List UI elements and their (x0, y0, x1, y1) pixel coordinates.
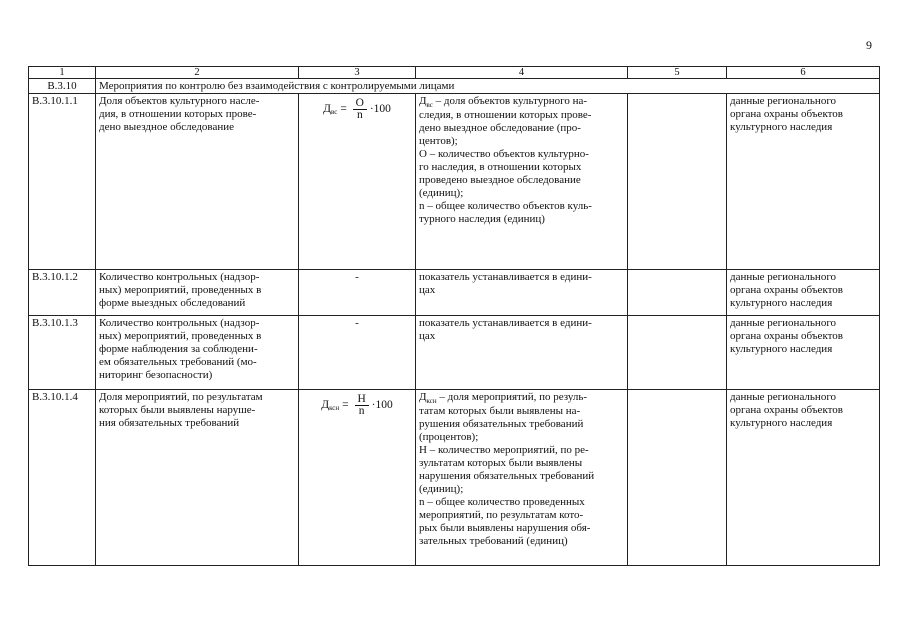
desc-line (419, 95, 624, 109)
row-code: В.3.10.1.3 (29, 316, 96, 390)
source-line: данные регионального (730, 95, 837, 107)
desc-line: рушения обязательных требований (419, 418, 584, 430)
table-row (29, 390, 880, 566)
formula (321, 394, 393, 417)
source-line: культурного наследия (730, 343, 833, 355)
desc-line: (единиц); (419, 483, 464, 495)
indicator-table (28, 66, 880, 566)
formula-fraction (355, 394, 369, 417)
desc-line: турного наследия (единиц) (419, 213, 545, 225)
formula (323, 98, 391, 121)
indicator-description (416, 390, 628, 566)
section-title: Мероприятия по контролю без взаимодействия с контролируемыми лицами (96, 79, 880, 94)
desc-line: следия, в отношении которых прове- (419, 109, 592, 121)
name-line: ных) мероприятий, проведенных в (99, 330, 262, 342)
formula-lhs: Д (323, 103, 331, 115)
source-line: культурного наследия (730, 121, 833, 133)
source-line: культурного наследия (730, 297, 833, 309)
desc-line: рых были выявлены нарушения обя- (419, 522, 591, 534)
table-row (29, 316, 880, 390)
desc-symbol: Д (419, 95, 427, 107)
col5-cell (628, 94, 727, 270)
header-cell: 2 (96, 67, 299, 79)
source-line: органа охраны объектов (730, 330, 843, 342)
formula-cell (299, 270, 416, 316)
desc-line: цах (419, 330, 436, 342)
desc-line: n – общее количество объектов куль- (419, 200, 592, 212)
table-row (29, 94, 880, 270)
desc-line (419, 391, 624, 405)
fraction-denominator: n (358, 405, 365, 417)
header-cell: 1 (29, 67, 96, 79)
source-line: органа охраны объектов (730, 284, 843, 296)
formula-eq: = (342, 399, 349, 411)
formula-cell (299, 390, 416, 566)
desc-line: О – количество объектов культурно- (419, 148, 589, 160)
indicator-description (416, 94, 628, 270)
data-source (727, 94, 880, 270)
desc-line: дено выездное обследование (про- (419, 122, 581, 134)
name-line: дия, в отношении которых прове- (99, 108, 257, 120)
formula-mult: ·100 (371, 399, 393, 411)
formula-cell (299, 94, 416, 270)
name-line: Количество контрольных (надзор- (99, 271, 260, 283)
formula-eq: = (340, 103, 347, 115)
row-code: В.3.10.1.2 (29, 270, 96, 316)
formula-lhs: Д (321, 399, 330, 411)
name-line: дено выездное обследование (99, 121, 235, 133)
name-line: ния обязательных требований (99, 417, 240, 429)
desc-symbol: Д (419, 391, 427, 403)
desc-line: n – общее количество проведенных (419, 496, 585, 508)
section-row (29, 79, 880, 94)
formula-lhs-sub: ксн (329, 404, 340, 412)
indicator-name (96, 390, 299, 566)
source-line: данные регионального (730, 391, 837, 403)
col5-cell (628, 270, 727, 316)
section-code: В.3.10 (29, 79, 96, 94)
fraction-numerator: O (355, 97, 364, 109)
fraction-numerator: Н (357, 393, 366, 405)
name-line: ниторинг безопасности) (99, 369, 213, 381)
col5-cell (628, 316, 727, 390)
header-cell: 6 (727, 67, 880, 79)
desc-line: зультатам которых были выявлены (419, 457, 583, 469)
indicator-description (416, 270, 628, 316)
name-line: которых были выявлены наруше- (99, 404, 256, 416)
formula-dash: - (355, 271, 359, 283)
source-line: данные регионального (730, 271, 837, 283)
row-code: В.3.10.1.4 (29, 390, 96, 566)
name-line: Доля объектов культурного насле- (99, 95, 260, 107)
data-source (727, 316, 880, 390)
desc-line: го наследия, в отношении которых (419, 161, 582, 173)
indicator-name (96, 316, 299, 390)
desc-line: (процентов); (419, 431, 479, 443)
desc-line: зательных требований (единиц) (419, 535, 568, 547)
desc-line: показатель устанавливается в едини- (419, 317, 592, 329)
source-line: органа охраны объектов (730, 404, 843, 416)
desc-line: показатель устанавливается в едини- (419, 271, 592, 283)
table-row (29, 270, 880, 316)
desc-line: мероприятий, по результатам кото- (419, 509, 584, 521)
source-line: культурного наследия (730, 417, 833, 429)
formula-cell (299, 316, 416, 390)
desc-symbol-sub: ксн (426, 397, 437, 405)
data-source (727, 270, 880, 316)
name-line: форме наблюдения за соблюдени- (99, 343, 258, 355)
desc-line: Н – количество мероприятий, по ре- (419, 444, 589, 456)
fraction-denominator: n (356, 109, 363, 121)
formula-dash: - (355, 317, 359, 329)
data-source (727, 390, 880, 566)
page-number: 9 (866, 38, 872, 52)
desc-line: нарушения обязательных требований (419, 470, 595, 482)
name-line: ем обязательных требований (мо- (99, 356, 257, 368)
row-code: В.3.10.1.1 (29, 94, 96, 270)
desc-line: центов); (419, 135, 458, 147)
header-cell: 3 (299, 67, 416, 79)
name-line: форме выездных обследований (99, 297, 246, 309)
desc-symbol-sub: вс (426, 101, 433, 109)
col5-cell (628, 390, 727, 566)
desc-line: проведено выездное обследование (419, 174, 581, 186)
indicator-description (416, 316, 628, 390)
desc-line: цах (419, 284, 436, 296)
name-line: Доля мероприятий, по результатам (99, 391, 263, 403)
desc-line: татам которых были выявлены на- (419, 405, 581, 417)
desc-text: – доля мероприятий, по резуль- (436, 391, 588, 403)
source-line: органа охраны объектов (730, 108, 843, 120)
header-row (29, 67, 880, 79)
indicator-name (96, 94, 299, 270)
desc-line: (единиц); (419, 187, 464, 199)
source-line: данные регионального (730, 317, 837, 329)
formula-fraction (353, 98, 367, 121)
header-cell: 4 (416, 67, 628, 79)
desc-text: – доля объектов культурного на- (432, 95, 588, 107)
indicator-name (96, 270, 299, 316)
formula-mult: ·100 (369, 103, 391, 115)
header-cell: 5 (628, 67, 727, 79)
formula-lhs-sub: вс (330, 108, 338, 116)
name-line: Количество контрольных (надзор- (99, 317, 260, 329)
name-line: ных) мероприятий, проведенных в (99, 284, 262, 296)
